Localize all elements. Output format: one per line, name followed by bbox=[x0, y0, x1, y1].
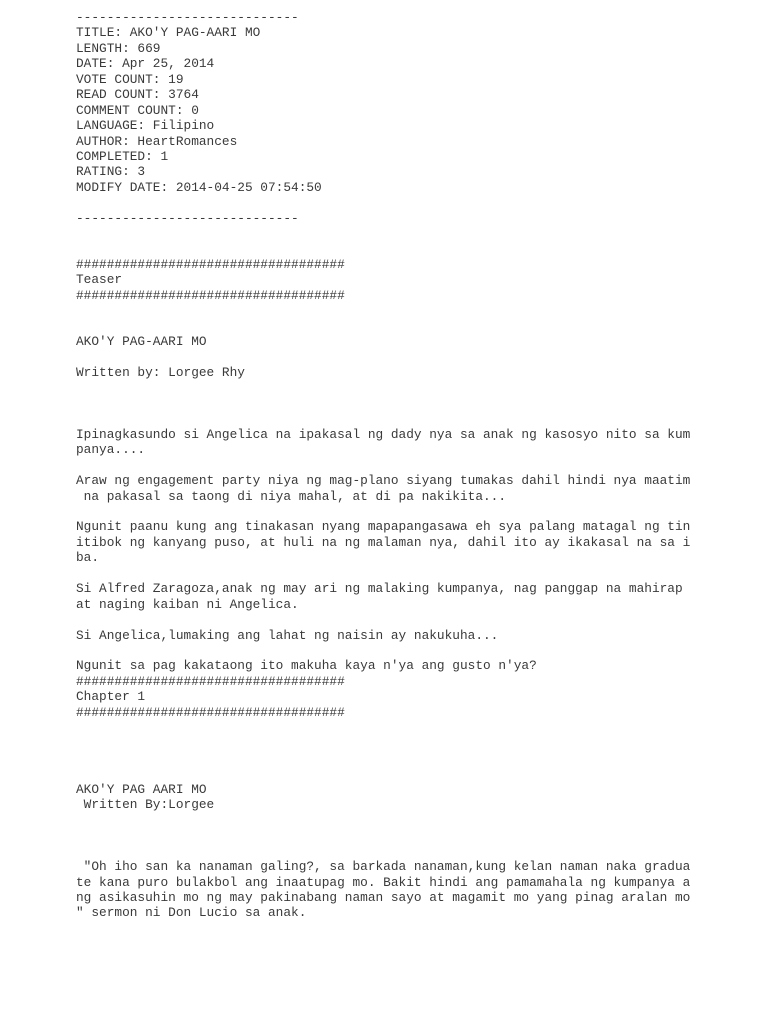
text-line bbox=[76, 751, 756, 766]
text-line: Ngunit paanu kung ang tinakasan nyang mapapangasawa eh sya palang matagal ng tin bbox=[76, 519, 691, 535]
text-line bbox=[76, 736, 756, 751]
text-line: itibok ng kanyang puso, at huli na ng malaman nya, dahil ito ay ikakasal na sa i bbox=[76, 534, 691, 550]
text-line bbox=[76, 226, 756, 241]
text-line bbox=[76, 303, 756, 318]
text-line: AKO'Y PAG-AARI MO bbox=[76, 334, 207, 350]
text-line: DATE: Apr 25, 2014 bbox=[76, 56, 215, 72]
text-line: Written By:Lorgee bbox=[76, 797, 215, 813]
text-line: MODIFY DATE: 2014-04-25 07:54:50 bbox=[76, 179, 322, 195]
text-line: "Oh iho san ka nanaman galing?, sa barkada nanaman,kung kelan naman naka gradua bbox=[76, 859, 691, 875]
text-line bbox=[76, 411, 756, 426]
text-line: Written by: Lorgee Rhy bbox=[76, 365, 245, 381]
text-line: COMMENT COUNT: 0 bbox=[76, 102, 199, 118]
text-line: Chapter 1 bbox=[76, 689, 146, 705]
text-line: READ COUNT: 3764 bbox=[76, 87, 199, 103]
text-line: " sermon ni Don Lucio sa anak. bbox=[76, 905, 307, 921]
text-line bbox=[76, 396, 756, 411]
text-line bbox=[76, 813, 756, 828]
text-line: Si Alfred Zaragoza,anak ng may ari ng malaking kumpanya, nag panggap na mahirap bbox=[76, 581, 683, 597]
text-line bbox=[76, 242, 756, 257]
text-line: te kana puro bulakbol ang inaatupag mo. Bakit hindi ang pamamahala ng kumpanya a bbox=[76, 874, 691, 890]
text-line: ################################### bbox=[76, 287, 345, 303]
text-line: ba. bbox=[76, 550, 100, 566]
text-line: ################################### bbox=[76, 673, 345, 689]
text-line bbox=[76, 566, 756, 581]
text-line: AKO'Y PAG AARI MO bbox=[76, 781, 207, 797]
text-line bbox=[76, 458, 756, 473]
text-line: Araw ng engagement party niya ng mag-plano siyang tumakas dahil hindi nya maatim bbox=[76, 473, 691, 489]
text-line: Ngunit sa pag kakataong ito makuha kaya n'ya ang gusto n'ya? bbox=[76, 658, 537, 674]
text-line bbox=[76, 350, 756, 365]
text-line bbox=[76, 319, 756, 334]
text-line bbox=[76, 643, 756, 658]
text-line: AUTHOR: HeartRomances bbox=[76, 133, 238, 149]
text-line bbox=[76, 720, 756, 735]
text-line bbox=[76, 612, 756, 627]
text-line: ----------------------------- bbox=[76, 10, 299, 25]
text-line: ################################### bbox=[76, 257, 345, 272]
text-line: Ipinagkasundo si Angelica na ipakasal ng dady nya sa anak ng kasosyo nito sa kum bbox=[76, 426, 691, 442]
text-line: Si Angelica,lumaking ang lahat ng naisin ay nakukuha... bbox=[76, 627, 499, 643]
text-line: ----------------------------- bbox=[76, 210, 299, 226]
document-page bbox=[76, 10, 756, 921]
text-line: LENGTH: 669 bbox=[76, 40, 161, 56]
text-line: panya.... bbox=[76, 442, 146, 458]
text-line bbox=[76, 766, 756, 781]
text-line: na pakasal sa taong di niya mahal, at di pa nakikita... bbox=[76, 488, 507, 504]
text-line: TITLE: AKO'Y PAG-AARI MO bbox=[76, 25, 261, 41]
text-line: at naging kaiban ni Angelica. bbox=[76, 596, 299, 612]
text-line: ng asikasuhin mo ng may pakinabang naman sayo at magamit mo yang pinag aralan mo bbox=[76, 889, 691, 905]
text-line: LANGUAGE: Filipino bbox=[76, 118, 215, 134]
text-line bbox=[76, 844, 756, 859]
text-line bbox=[76, 504, 756, 519]
text-line bbox=[76, 828, 756, 843]
text-line: VOTE COUNT: 19 bbox=[76, 71, 184, 87]
text-line bbox=[76, 195, 756, 210]
text-line: RATING: 3 bbox=[76, 164, 146, 180]
text-line: ################################### bbox=[76, 704, 345, 720]
text-line: COMPLETED: 1 bbox=[76, 148, 169, 164]
text-line bbox=[76, 381, 756, 396]
text-line: Teaser bbox=[76, 272, 123, 288]
